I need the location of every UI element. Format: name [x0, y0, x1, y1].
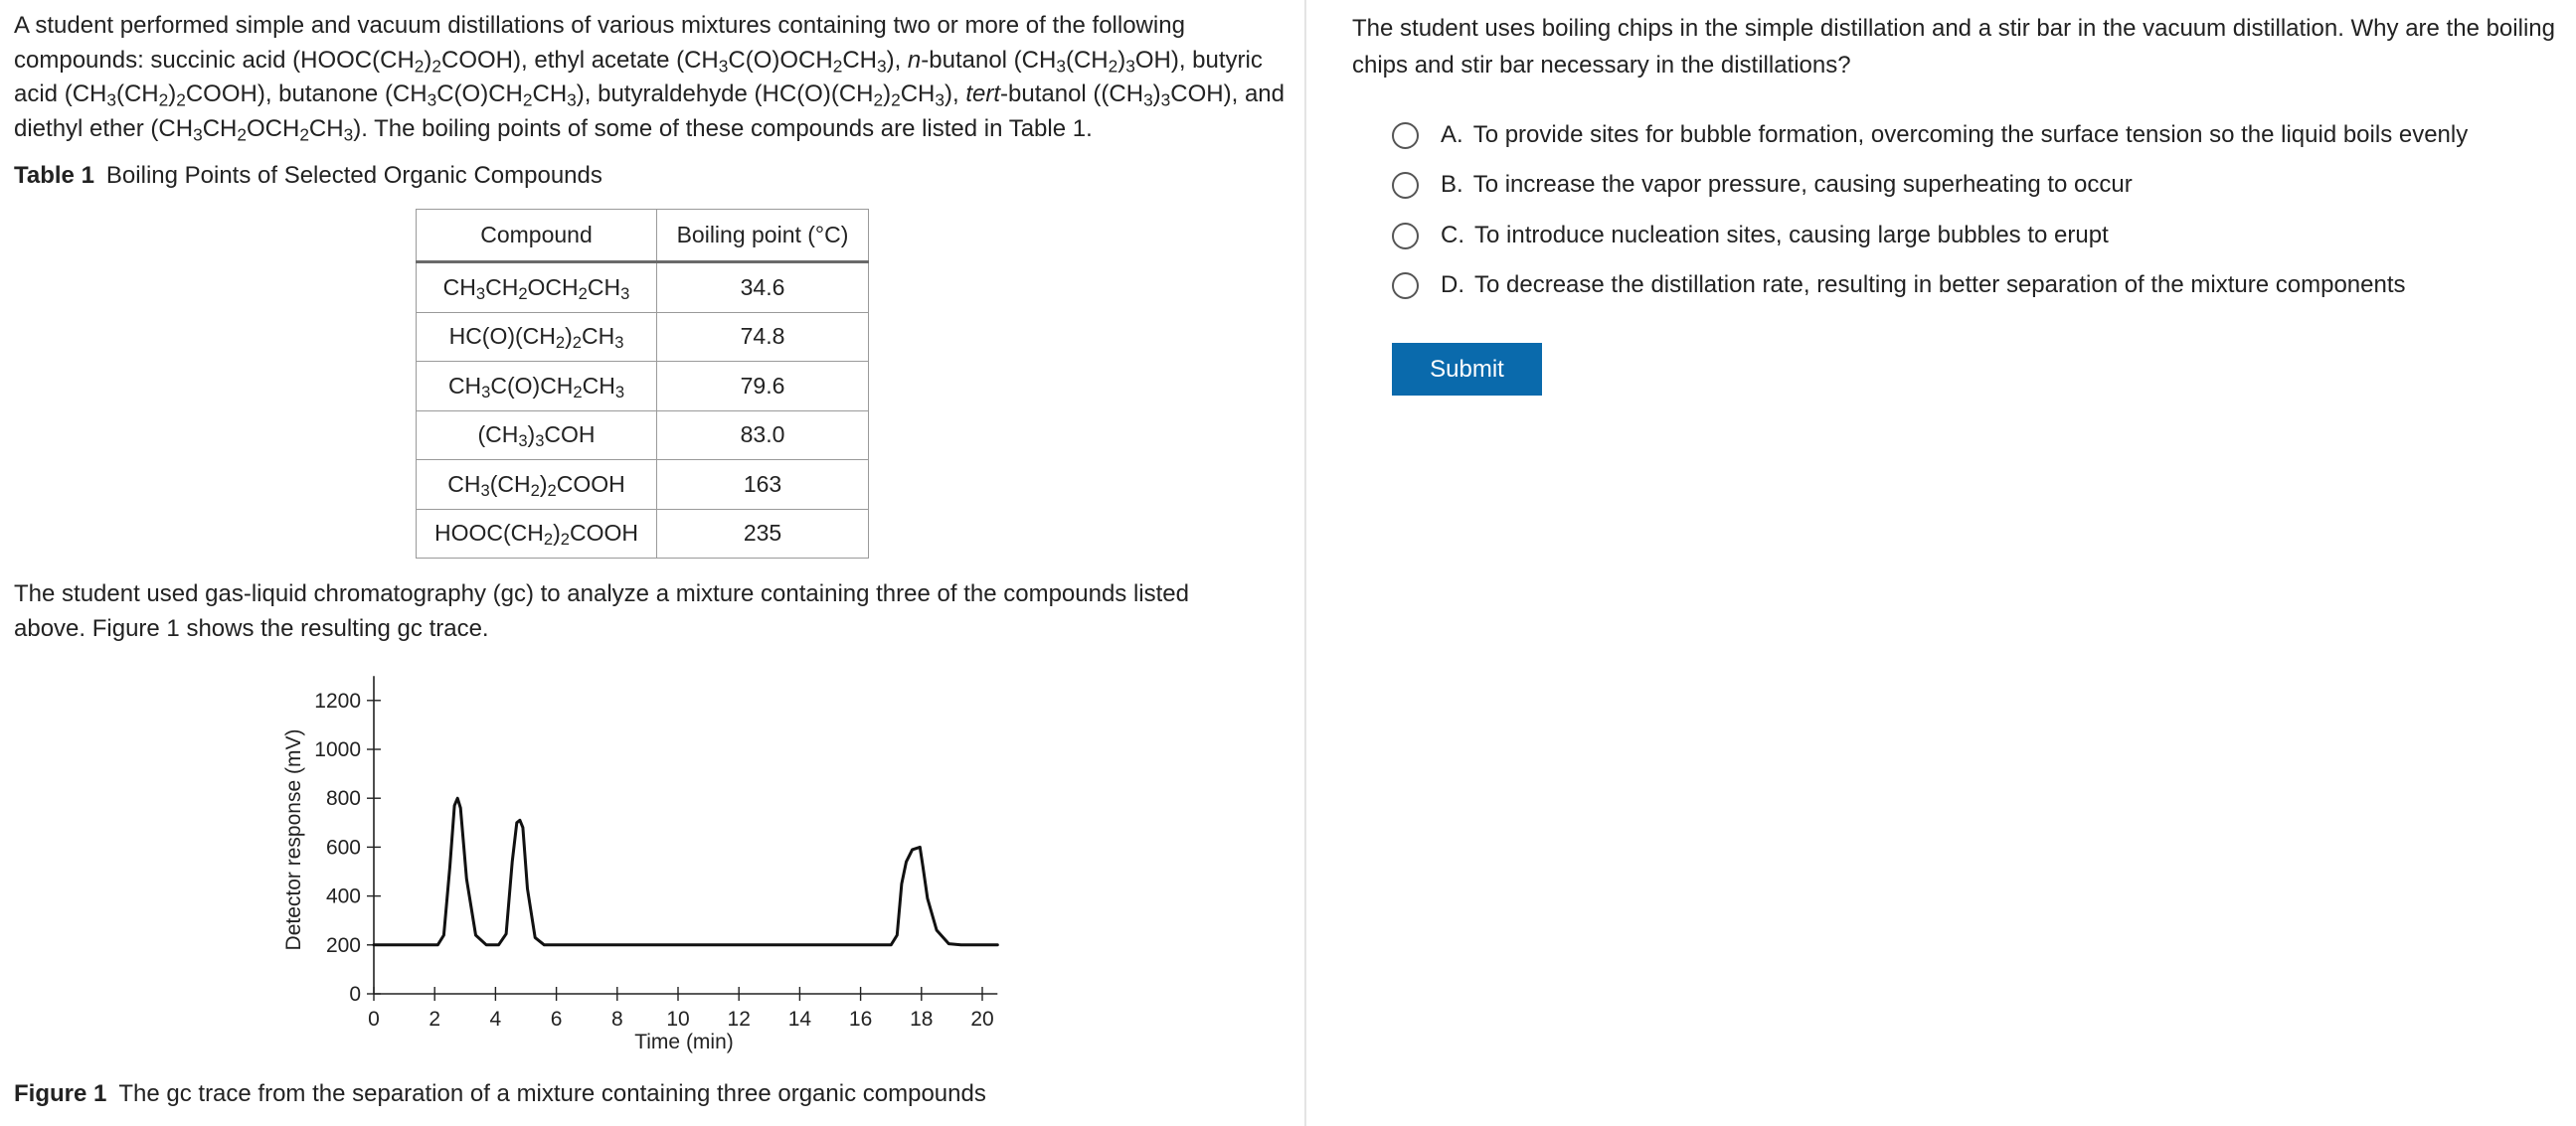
y-axis-label: Detector response (mV) [282, 728, 305, 951]
boiling-point-cell: 74.8 [657, 312, 869, 362]
x-tick-label: 14 [787, 1008, 812, 1031]
option-letter: B. [1441, 171, 1463, 198]
submit-button[interactable]: Submit [1392, 343, 1542, 396]
option-letter: D. [1441, 271, 1464, 298]
x-tick-label: 6 [550, 1008, 563, 1031]
boiling-point-cell: 163 [657, 460, 869, 510]
compound-cell: $(CH_3)_3COH$ [417, 410, 657, 460]
y-tick-label: 600 [325, 836, 361, 860]
compound-cell: $CH_3CH_2OCH_2CH_3$ [417, 262, 657, 313]
column-header-boiling-point: Boiling point (°C) [657, 210, 869, 262]
option-b[interactable] [1392, 167, 2133, 203]
option-letter: C. [1441, 222, 1464, 248]
option-c[interactable] [1392, 218, 2109, 253]
table-row [417, 312, 869, 362]
table-row [417, 410, 869, 460]
option-text: To introduce nucleation sites, causing large bubbles to erupt [1474, 222, 2109, 248]
figure-caption [14, 1080, 986, 1108]
option-d[interactable] [1392, 267, 2406, 303]
chart-plot-area [314, 676, 997, 1031]
x-tick-label: 0 [368, 1008, 380, 1031]
question-stem: The student uses boiling chips in the simple distillation and a stir bar in the vacuum distillation. Why are the boiling chips and stir bar necessary in the distillations? [1352, 15, 2555, 79]
x-tick-label: 4 [489, 1008, 502, 1031]
x-tick-label: 16 [848, 1008, 873, 1031]
intro-paragraph: A student performed simple and vacuum distillations of various mixtures containing two or more of the following compounds: succinic acid $(HOOC(CH_2)_2COOH)$, ethyl acetate $(CH_3C(O)OCH_2CH_3)$, n-butanol $(CH_3(CH_2)_3OH)$, butyric acid $(CH_3(CH_2)_2COOH)$, butanone $(CH_3C(O)CH_2CH_3)$, butyraldehyde $(HC(O)(CH_2)_2CH_3)$, tert-butanol $((CH_3)_3COH)$, and diethyl ether $(CH_3CH_2OCH_2CH_3)$. The boiling points of some of these compounds are listed in Table 1. [14, 12, 1285, 144]
x-tick-label: 12 [727, 1008, 751, 1031]
radio-button[interactable] [1392, 272, 1419, 299]
radio-button[interactable] [1392, 122, 1419, 149]
option-a[interactable] [1392, 117, 2468, 153]
gc-trace-line [374, 798, 997, 945]
option-text: To provide sites for bubble formation, overcoming the surface tension so the liquid boils evenly [1472, 121, 2469, 148]
option-text: To decrease the distillation rate, resulting in better separation of the mixture components [1474, 271, 2406, 298]
column-header-compound: Compound [417, 210, 657, 262]
table-header-row [417, 210, 869, 262]
radio-button[interactable] [1392, 172, 1419, 199]
table-caption [14, 162, 602, 190]
compound-cell: $CH_3(CH_2)_2COOH$ [417, 460, 657, 510]
compound-cell: $HC(O)(CH_2)_2CH_3$ [417, 312, 657, 362]
compound-cell: $HOOC(CH_2)_2COOH$ [417, 509, 657, 559]
gc-paragraph: The student used gas-liquid chromatography (gc) to analyze a mixture containing three of the compounds listed above. Figure 1 shows the resulting gc trace. [14, 580, 1189, 642]
table-row [417, 460, 869, 510]
table-row [417, 362, 869, 411]
boiling-point-cell: 235 [657, 509, 869, 559]
x-axis-label: Time (min) [634, 1031, 734, 1053]
x-tick-label: 8 [610, 1008, 623, 1031]
boiling-point-table [416, 209, 869, 559]
option-letter: A. [1441, 121, 1463, 148]
radio-button[interactable] [1392, 223, 1419, 249]
x-tick-label: 18 [910, 1008, 934, 1031]
table-caption-label: Table 1 [14, 162, 94, 189]
figure-caption-label: Figure 1 [14, 1080, 107, 1107]
gc-trace-chart [268, 666, 1024, 1068]
boiling-point-cell: 83.0 [657, 410, 869, 460]
table-row [417, 509, 869, 559]
x-tick-label: 20 [970, 1008, 994, 1031]
x-tick-label: 2 [429, 1008, 441, 1031]
y-tick-label: 400 [325, 885, 361, 908]
y-tick-label: 1200 [314, 689, 361, 713]
y-tick-label: 200 [325, 933, 361, 957]
table-row [417, 262, 869, 313]
boiling-point-cell: 79.6 [657, 362, 869, 411]
y-tick-label: 1000 [314, 738, 361, 761]
x-tick-label: 10 [666, 1008, 690, 1031]
option-text: To increase the vapor pressure, causing superheating to occur [1472, 171, 2133, 198]
question-panel [1308, 0, 2576, 1126]
table-caption-text: Boiling Points of Selected Organic Compounds [105, 162, 602, 189]
y-tick-label: 0 [349, 983, 361, 1006]
figure-caption-text: The gc trace from the separation of a mixture containing three organic compounds [118, 1080, 986, 1107]
compound-cell: $CH_3C(O)CH_2CH_3$ [417, 362, 657, 411]
y-tick-label: 800 [325, 787, 361, 811]
boiling-point-cell: 34.6 [657, 262, 869, 313]
